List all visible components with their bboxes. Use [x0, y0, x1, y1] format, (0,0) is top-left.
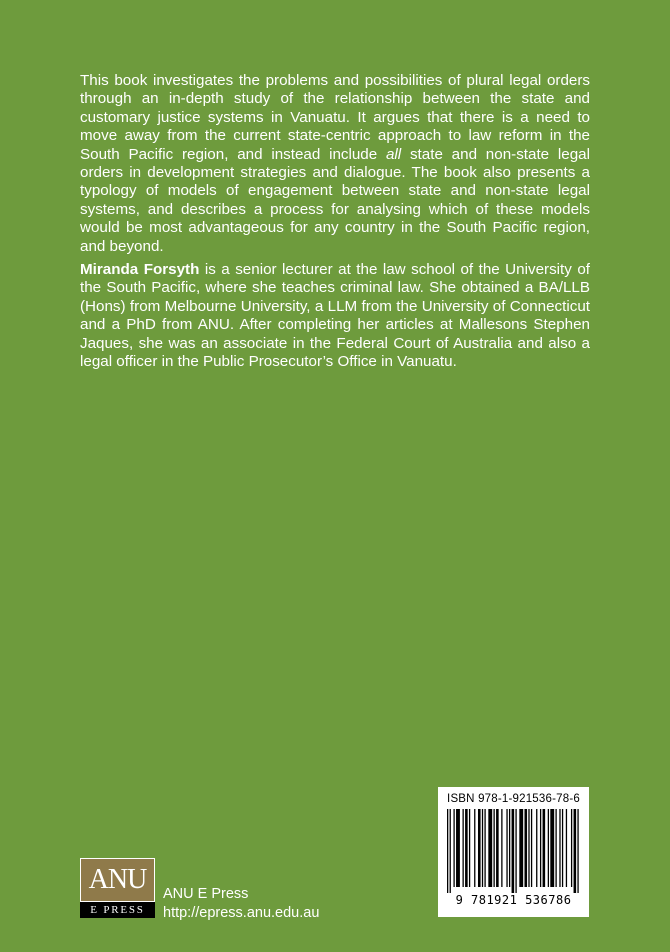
barcode-bar: [519, 809, 523, 887]
barcode-bar: [536, 809, 537, 887]
author-bio-text: is a senior lecturer at the law school of the University of the South Pacific, where she teaches criminal law. She obtained a BA/LLB (Hons) from Melbourne University, a LLM from the University of Connecticut and a PhD from ANU. After completing her articles at Mallesons Stephen Jaques, she was an associate in the Federal Court of Australia and also a legal officer in the Public Prosecutor’s Office in Vanuatu.: [80, 261, 590, 371]
barcode-bar: [469, 809, 470, 887]
barcode-bar: [574, 809, 577, 893]
barcode-bar: [484, 809, 485, 887]
author-name: Miranda Forsyth: [80, 261, 200, 278]
barcode-bar: [540, 809, 541, 887]
barcode-bar: [465, 809, 468, 887]
barcode-bar: [509, 809, 510, 887]
barcode-icon: [447, 809, 580, 893]
barcode-bar: [462, 809, 463, 887]
logo-epress-text: E PRESS: [80, 902, 155, 918]
anu-press-logo: [80, 858, 155, 918]
barcode-bar: [512, 809, 515, 893]
author-bio: [80, 261, 590, 371]
barcode-bar: [548, 809, 549, 887]
barcode-bar: [555, 809, 556, 887]
barcode-bar: [506, 809, 507, 887]
barcode-digits: 9 781921 536786: [455, 893, 572, 907]
barcode-bar: [447, 809, 448, 893]
logo-anu-text: ANU: [88, 864, 147, 895]
barcode-bar: [488, 809, 492, 887]
book-description: [80, 72, 590, 256]
publisher-name: ANU E Press: [163, 886, 249, 902]
barcode-bar: [559, 809, 560, 887]
barcode-bar: [474, 809, 475, 887]
barcode-bar: [531, 809, 532, 887]
barcode-bar: [550, 809, 554, 887]
description-text-2: state and non-state legal orders in development strategies and dialogue. The book also presents a typology of models of engagement between state and non-state legal systems, and describes a process for analysing which of these models would be most advantageous for any country in the South Pacific region, and beyond.: [80, 145, 590, 255]
barcode-bar: [515, 809, 516, 893]
barcode-bar: [450, 809, 451, 893]
publisher-url[interactable]: http://epress.anu.edu.au: [163, 905, 320, 921]
logo-anu-block: [80, 858, 155, 902]
barcode-bar: [562, 809, 563, 887]
barcode-bar: [524, 809, 527, 887]
isbn-barcode: [438, 787, 589, 917]
barcode-bar: [453, 809, 454, 887]
barcode-bar: [493, 809, 494, 887]
barcode-bar: [577, 809, 578, 893]
barcode-bar: [496, 809, 499, 887]
barcode-bar: [501, 809, 502, 887]
barcode-bar: [482, 809, 483, 887]
description-text-1: This book investigates the problems and possibilities of plural legal orders through an in-depth study of the relationship between the state and customary justice systems in Vanuatu. It argues that there is a need to move away from the current state-centric approach to law reform in the South Pacific region, and instead include: [80, 72, 590, 163]
barcode-bar: [528, 809, 529, 887]
description-emphasis: all: [385, 145, 402, 163]
barcode-bar: [543, 809, 546, 887]
barcode-bar: [456, 809, 460, 887]
barcode-bar: [571, 809, 572, 887]
isbn-label: ISBN 978-1-921536-78-6: [447, 793, 580, 805]
barcode-bar: [566, 809, 567, 887]
barcode-bar: [478, 809, 481, 887]
